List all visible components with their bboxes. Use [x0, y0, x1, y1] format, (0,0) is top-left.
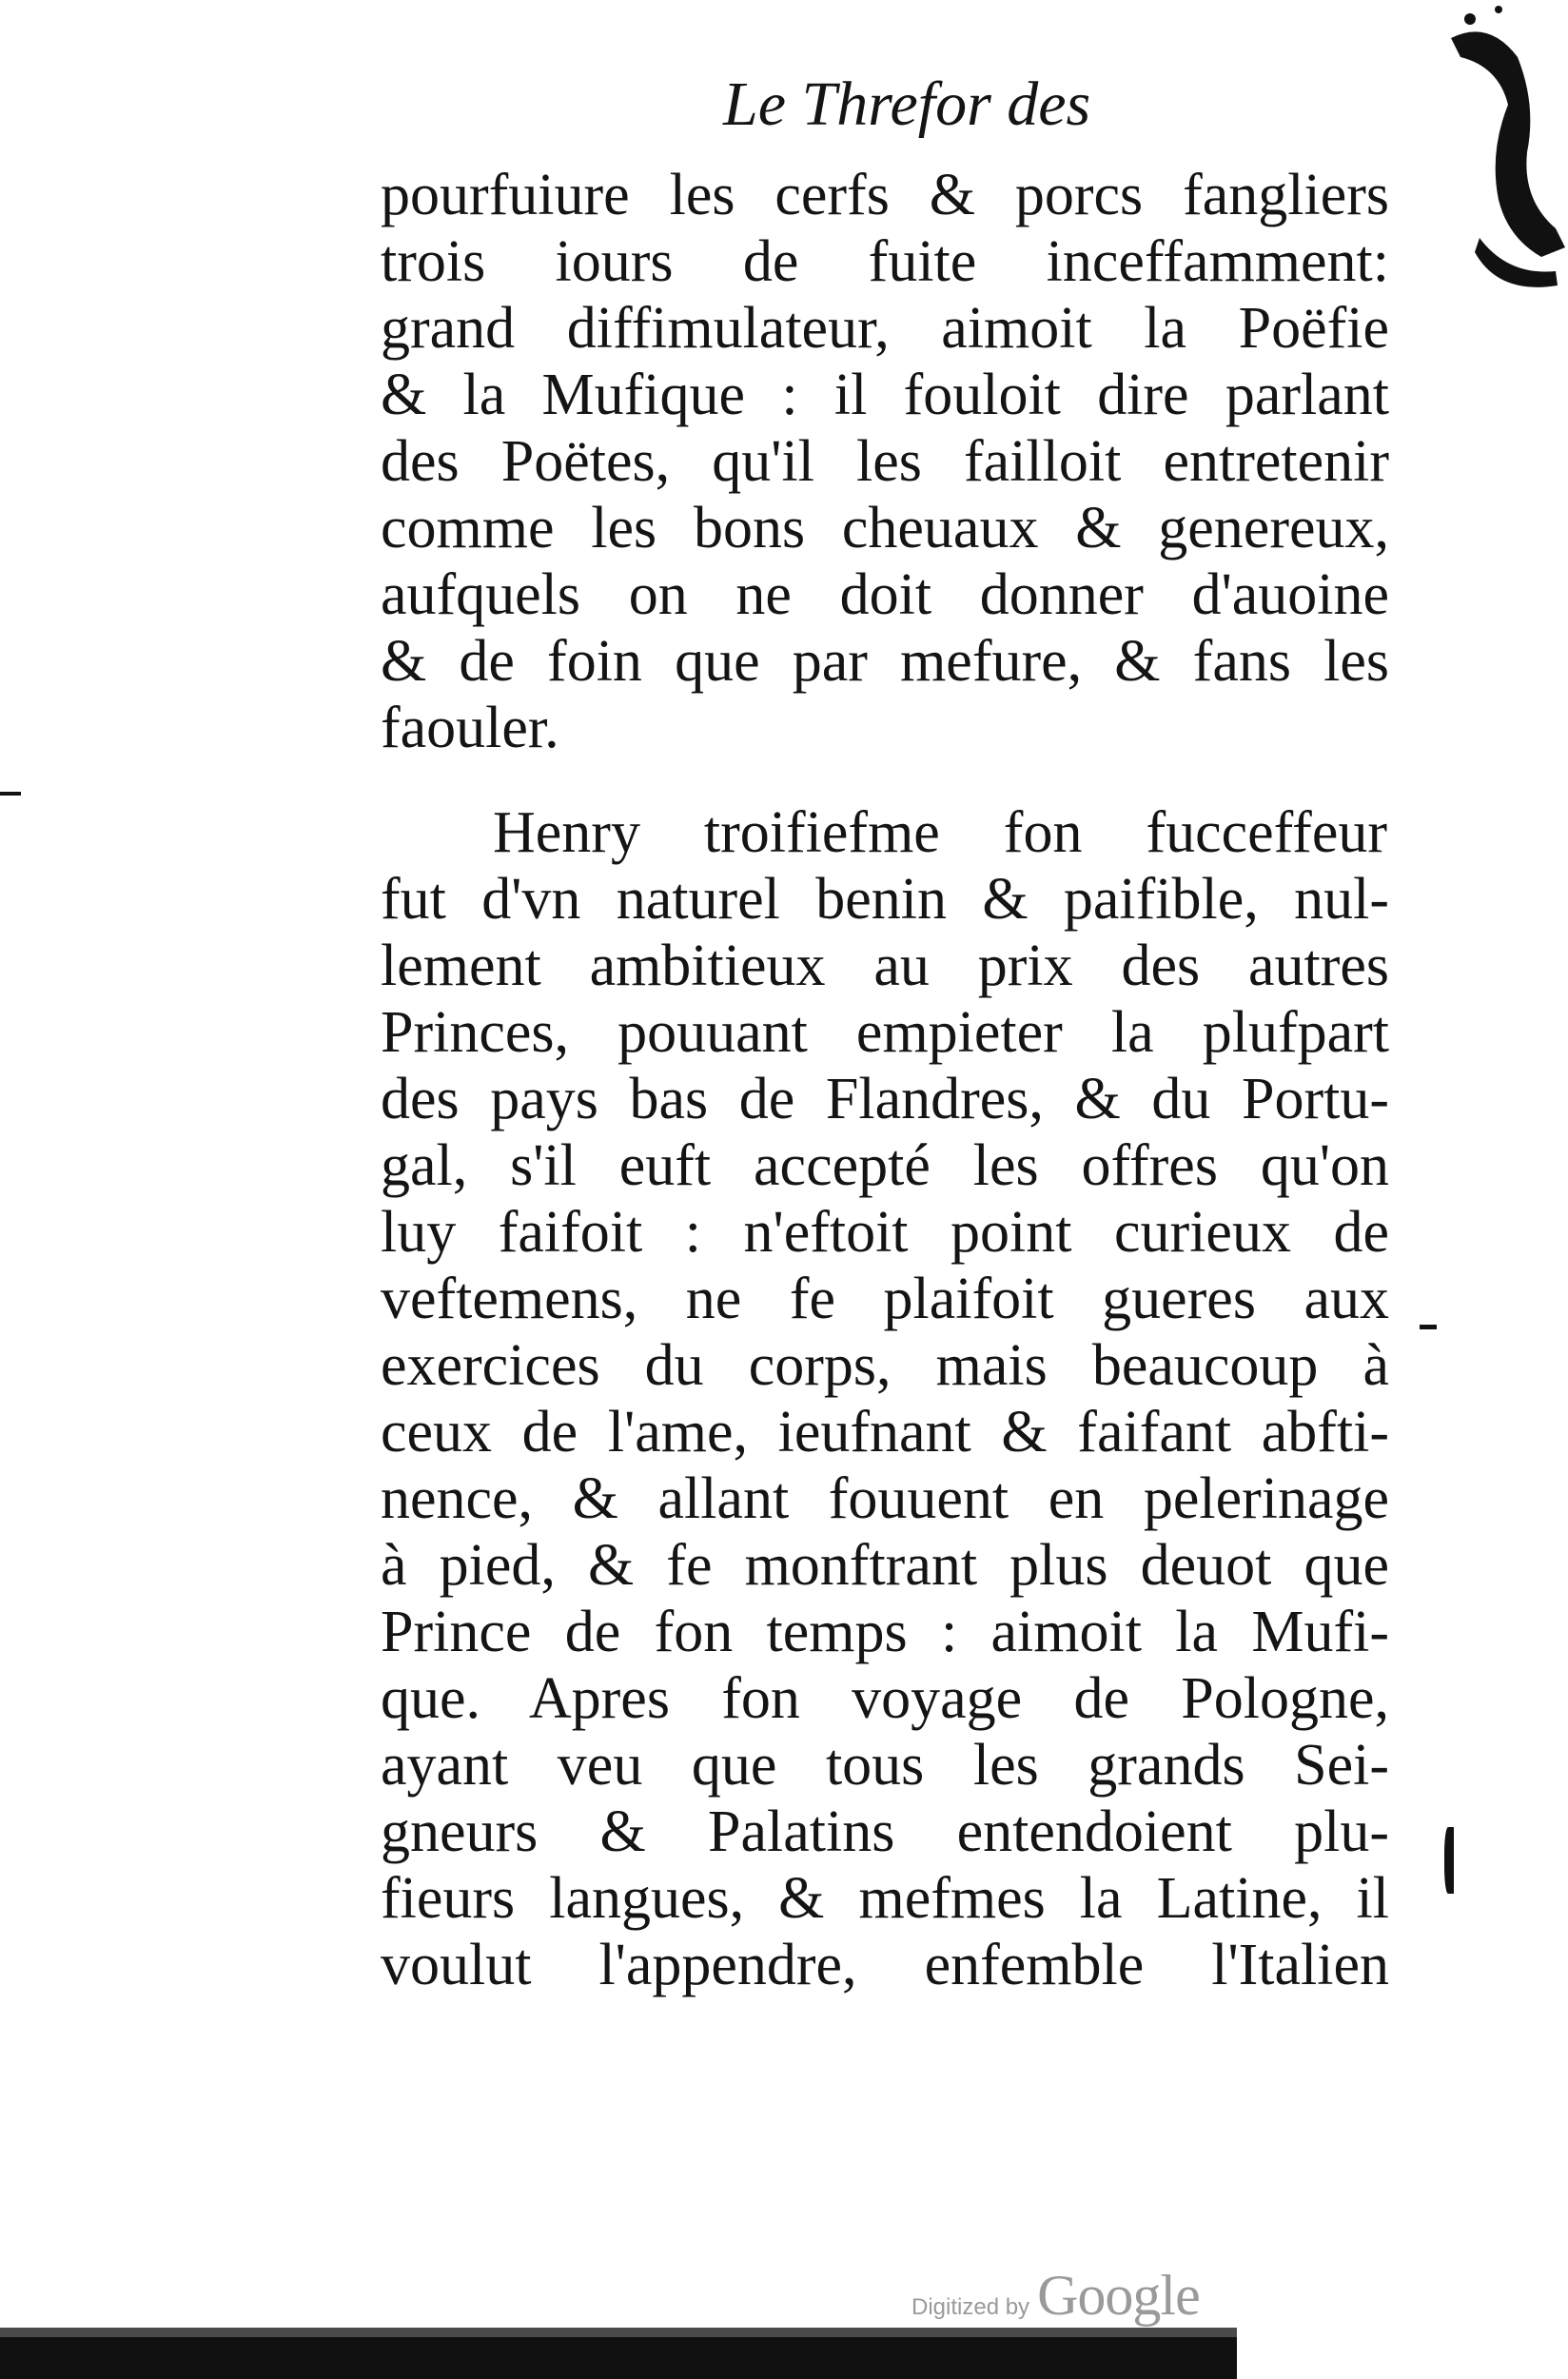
text-line-16: luy faifoit : n'eftoit point curieux de [381, 1200, 1389, 1265]
text-line-1: pourfuiure les cerfs & porcs fangliers [381, 163, 1389, 227]
scan-mark [1444, 1827, 1454, 1894]
text-line-11: fut d'vn naturel benin & paifible, nul- [381, 867, 1389, 932]
text-line-4: & la Mufique : il fouloit dire parlant [381, 363, 1389, 427]
text-line-17: veftemens, ne fe plaifoit gueres aux [381, 1267, 1389, 1331]
text-line-20: nence, & allant fouuent en pelerinage [381, 1466, 1389, 1531]
text-line-9: faouler. [381, 696, 559, 760]
google-logo: Google [1037, 2264, 1200, 2327]
text-line-21: à pied, & fe monftrant plus deuot que [381, 1533, 1389, 1598]
digitized-watermark [911, 2263, 1200, 2329]
scan-edge-smudge [1432, 0, 1568, 324]
text-line-10: Henry troifiefme fon fucceffeur [493, 800, 1387, 865]
scan-mark [0, 792, 21, 796]
running-head: Le Threfor des [723, 69, 1091, 139]
text-line-12: lement ambitieux au prix des autres [381, 934, 1389, 998]
text-line-13: Princes, pouuant empieter la plufpart [381, 1000, 1389, 1065]
text-line-2: trois iours de fuite inceffamment: [381, 229, 1389, 294]
text-line-6: comme les bons cheuaux & genereux, [381, 496, 1389, 560]
text-line-26: fieurs langues, & mefmes la Latine, il [381, 1866, 1389, 1931]
text-line-15: gal, s'il euft accepté les offres qu'on [381, 1133, 1389, 1198]
text-line-5: des Poëtes, qu'il les failloit entretenir [381, 429, 1389, 494]
text-line-24: ayant veu que tous les grands Sei- [381, 1733, 1389, 1798]
text-line-14: des pays bas de Flandres, & du Portu- [381, 1067, 1389, 1131]
text-line-27: voulut l'appendre, enfemble l'Italien [381, 1933, 1389, 1997]
text-line-19: ceux de l'ame, ieufnant & faifant abfti- [381, 1400, 1389, 1465]
watermark-prefix: Digitized by [911, 2294, 1030, 2320]
scan-mark [1420, 1325, 1437, 1329]
text-line-8: & de foin que par mefure, & fans les [381, 629, 1389, 694]
text-line-22: Prince de fon temps : aimoit la Mufi- [381, 1600, 1389, 1664]
text-line-7: aufquels on ne doit donner d'auoine [381, 562, 1389, 627]
scan-bottom-edge [0, 2328, 1237, 2379]
text-line-25: gneurs & Palatins entendoient plu- [381, 1799, 1389, 1864]
text-line-18: exercices du corps, mais beaucoup à [381, 1333, 1389, 1398]
text-line-3: grand diffimulateur, aimoit la Poëfie [381, 296, 1389, 361]
text-line-23: que. Apres fon voyage de Pologne, [381, 1666, 1389, 1731]
